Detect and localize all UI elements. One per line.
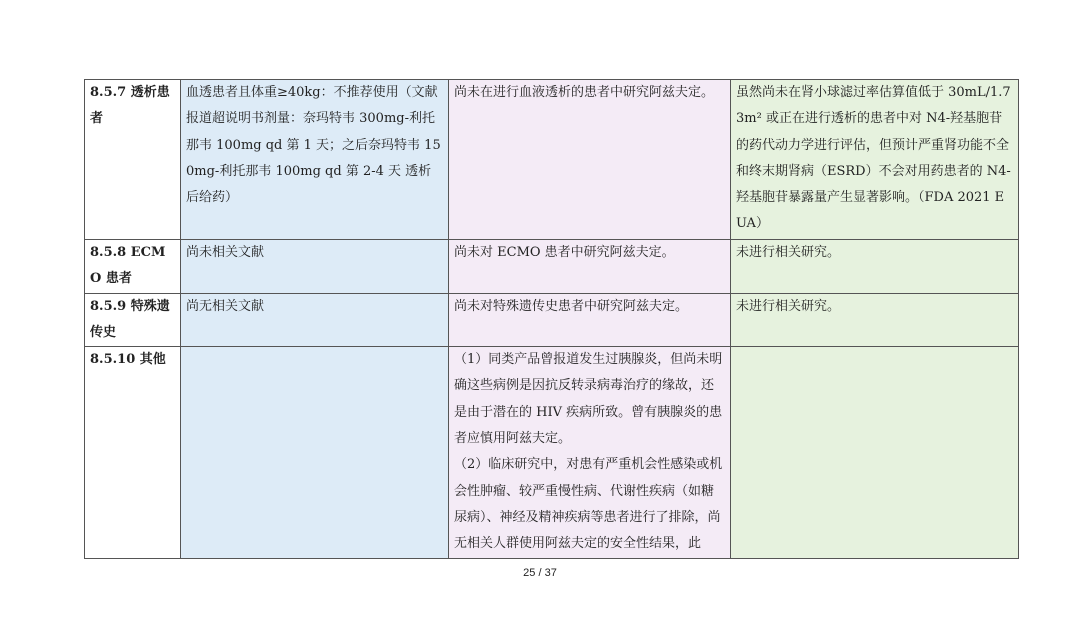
table-row (85, 240, 1019, 294)
drug-comparison-table (84, 79, 1019, 559)
literature-cell: 血透患者且体重≥40kg：不推荐使用（文献报道超说明书剂量：奈玛特韦 300mg-利托那韦 100mg qd 第 1 天；之后奈玛特韦 150mg-利托那韦 100mg qd 第 2-4 天 透析后给药） (181, 80, 449, 240)
molnupiravir-cell: 未进行相关研究。 (731, 293, 1019, 347)
molnupiravir-cell: 未进行相关研究。 (731, 240, 1019, 294)
paragraph: （2）临床研究中，对患有严重机会性感染或机会性肿瘤、较严重慢性病、代谢性疾病（如糖尿病）、神经及精神疾病等患者进行了排除，尚无相关人群使用阿兹夫定的安全性结果，此 (454, 457, 723, 552)
page-number: 25 / 37 (523, 567, 557, 579)
literature-cell (181, 347, 449, 558)
azvudine-cell: 尚未对特殊遗传史患者中研究阿兹夫定。 (449, 293, 731, 347)
literature-cell: 尚无相关文献 (181, 293, 449, 347)
paragraph: （1）同类产品曾报道发生过胰腺炎，但尚未明确这些病例是因抗反转录病毒治疗的缘故，还是由于潜在的 HIV 疾病所致。曾有胰腺炎的患者应慎用阿兹夫定。 (454, 352, 723, 447)
section-cell: 8.5.8 ECMO 患者 (85, 240, 181, 294)
table-row (85, 347, 1019, 558)
section-cell: 8.5.9 特殊遗传史 (85, 293, 181, 347)
section-cell: 8.5.10 其他 (85, 347, 181, 558)
section-cell: 8.5.7 透析患者 (85, 80, 181, 240)
azvudine-cell: 尚未在进行血液透析的患者中研究阿兹夫定。 (449, 80, 731, 240)
azvudine-cell (449, 347, 731, 558)
table-row (85, 80, 1019, 240)
literature-cell: 尚未相关文献 (181, 240, 449, 294)
table-row (85, 293, 1019, 347)
molnupiravir-cell: 虽然尚未在肾小球滤过率估算值低于 30mL/1.73m² 或正在进行透析的患者中对 N4-羟基胞苷的药代动力学进行评估，但预计严重肾功能不全和终末期肾病（ESRD）不会对用药患者的 N4-羟基胞苷暴露量产生显著影响。（FDA 2021 EUA） (731, 80, 1019, 240)
azvudine-cell: 尚未对 ECMO 患者中研究阿兹夫定。 (449, 240, 731, 294)
molnupiravir-cell (731, 347, 1019, 558)
